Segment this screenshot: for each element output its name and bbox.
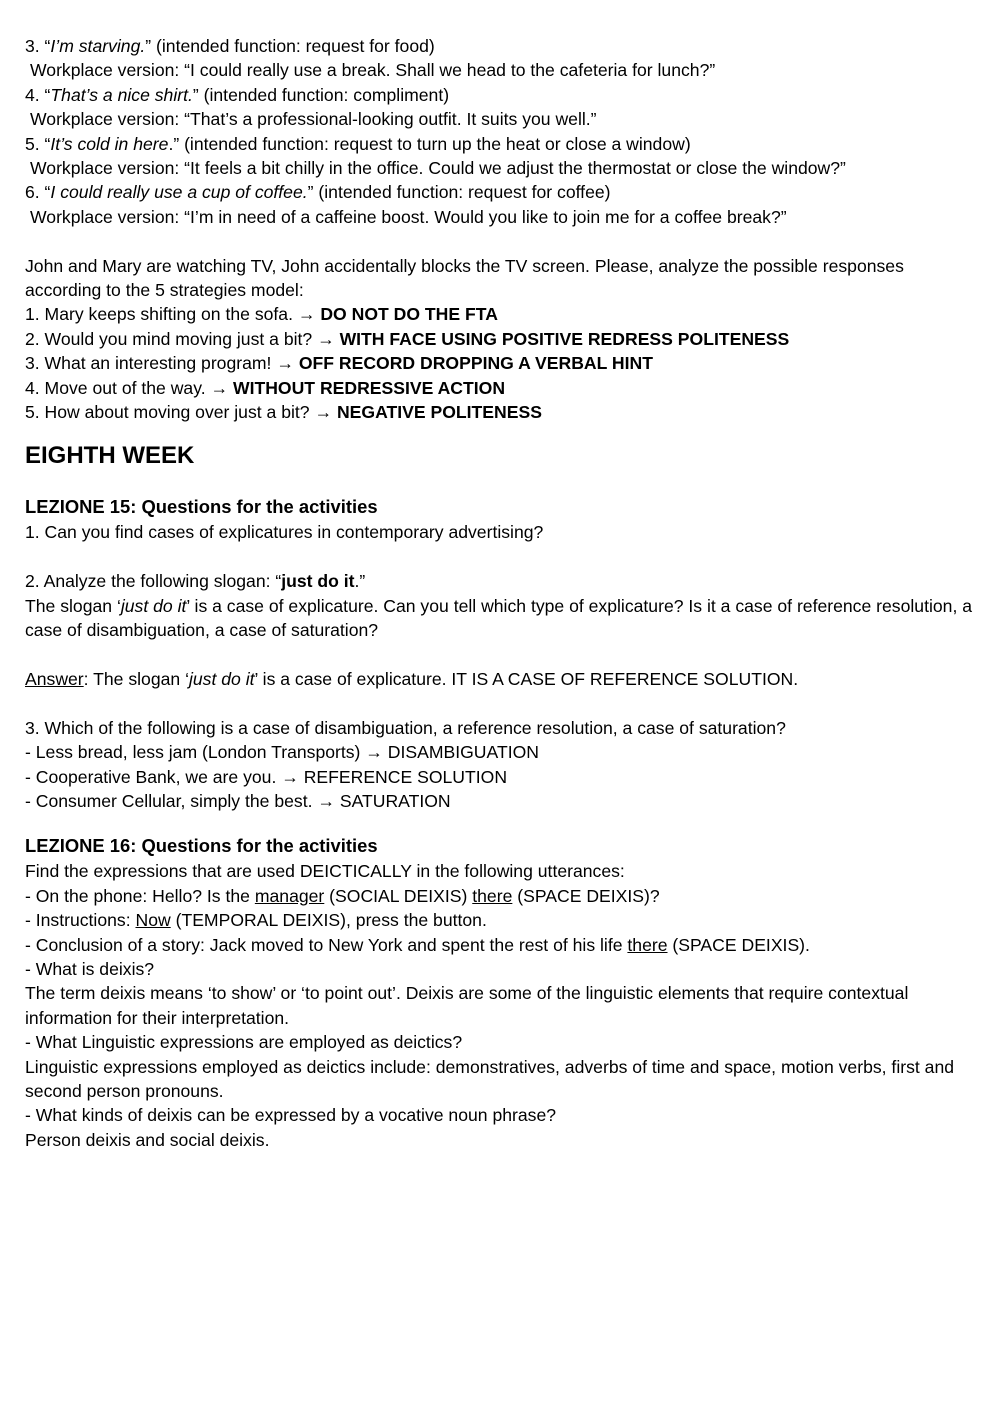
answer-text: The term deixis means ‘to show’ or ‘to point out’. Deixis are some of the linguistic elements that require contextual information for their interpretation. (25, 983, 909, 1028)
question-3: 3. Which of the following is a case of disambiguation, a reference resolution, a case of saturation? (25, 717, 786, 738)
description-text: The slogan ‘ (25, 595, 121, 616)
question: - What Linguistic expressions are employed as deictics? (25, 1032, 463, 1053)
example-6 (25, 180, 975, 204)
question-2-description (25, 594, 975, 643)
example-3 (25, 34, 975, 58)
spacer (25, 545, 975, 569)
strategy-label: NEGATIVE POLITENESS (336, 402, 542, 423)
spacer (25, 691, 975, 715)
workplace-version: Workplace version: “That’s a professional-looking outfit. It suits you well.” (30, 109, 597, 130)
slogan: just do it (188, 668, 255, 689)
response-text: 5. How about moving over just a bit? → (25, 402, 337, 423)
example-quote: That’s a nice shirt. (50, 84, 193, 105)
question-text: .” (354, 571, 366, 592)
document-page (25, 34, 975, 1152)
spacer (25, 229, 975, 253)
spacer (25, 813, 975, 833)
item-text: (SPACE DEIXIS). (667, 934, 810, 955)
intended-function: (intended function: request for food) (151, 36, 435, 56)
response-text: 2. Would you mind moving just a bit? → (25, 328, 340, 349)
question: - What kinds of deixis can be expressed by a vocative noun phrase? (25, 1105, 557, 1126)
response-item (25, 327, 975, 351)
response-item (25, 351, 975, 375)
quote-close: ” (145, 36, 152, 56)
lezione-16-section (25, 833, 975, 1152)
example-number: 5. “ (25, 133, 51, 154)
question-1: 1. Can you find cases of explicatures in contemporary advertising? (25, 522, 544, 543)
item-text: (SPACE DEIXIS)? (512, 885, 660, 906)
item-text: - On the phone: Hello? Is the (25, 885, 255, 906)
item-text: (SOCIAL DEIXIS) (324, 885, 473, 906)
response-item (25, 400, 975, 424)
example-quote: I’m starving. (50, 36, 146, 56)
item-text: - Conclusion of a story: Jack moved to New York and spent the rest of his life (25, 934, 628, 955)
lezione-15-heading: LEZIONE 15: Questions for the activities (25, 496, 378, 518)
example-quote: It’s cold in here (50, 133, 169, 154)
deictic-expression: there (627, 934, 668, 955)
deictic-expression: Now (135, 910, 171, 931)
example-number: 6. “ (25, 182, 51, 203)
intended-function: (intended function: request to turn up the heat or close a window) (179, 133, 691, 154)
list-item (25, 884, 975, 908)
example-5 (25, 132, 975, 156)
john-mary-exercise (25, 254, 975, 425)
spacer (25, 643, 975, 667)
list-item: - Less bread, less jam (London Transports) → DISAMBIGUATION (25, 742, 539, 763)
response-item (25, 302, 975, 326)
example-number: 3. “ (25, 36, 51, 56)
workplace-version: Workplace version: “I’m in need of a caffeine boost. Would you like to join me for a coffee break?” (30, 206, 787, 227)
question-text: 2. Analyze the following slogan: “ (25, 571, 282, 592)
workplace-version: Workplace version: “It feels a bit chilly in the office. Could we adjust the thermostat or close the window?” (30, 158, 846, 179)
item-text: - Instructions: (25, 910, 136, 931)
question: - What is deixis? (25, 958, 155, 979)
answer-text: ’ is a case of explicature. IT IS A CASE OF REFERENCE SOLUTION. (254, 668, 799, 689)
intended-function: (intended function: request for coffee) (313, 182, 611, 203)
workplace-version: Workplace version: “I could really use a break. Shall we head to the cafeteria for lunch?” (30, 60, 716, 81)
deictic-expression: manager (254, 885, 325, 906)
deictic-expression: there (472, 885, 513, 906)
answer-text: : The slogan ‘ (83, 668, 189, 689)
answer-text: Linguistic expressions employed as deictics include: demonstratives, adverbs of time and space, motion verbs, first and second person pronouns. (25, 1056, 955, 1101)
quote-close: ” (307, 182, 314, 203)
slogan: just do it (281, 571, 355, 592)
strategy-label: DO NOT DO THE FTA (320, 304, 498, 325)
answer (25, 667, 975, 691)
workplace-examples (25, 34, 975, 229)
response-text: 1. Mary keeps shifting on the sofa. → (25, 304, 321, 325)
lezione-15-section (25, 494, 975, 813)
response-text: 4. Move out of the way. → (25, 377, 233, 398)
intended-function: (intended function: compliment) (198, 84, 450, 105)
description-text: ’ is a case of explicature. Can you tell which type of explicature? Is it a case of reference resolution, a case of disambiguation, a case of saturation? (25, 595, 973, 641)
strategy-label: WITH FACE USING POSITIVE REDRESS POLITENESS (339, 328, 790, 349)
lezione-16-heading: LEZIONE 16: Questions for the activities (25, 835, 378, 857)
item-text: (TEMPORAL DEIXIS), press the button. (170, 910, 487, 931)
strategy-label: OFF RECORD DROPPING A VERBAL HINT (298, 353, 653, 374)
answer-label: Answer (25, 668, 84, 689)
strategy-label: WITHOUT REDRESSIVE ACTION (232, 377, 506, 398)
list-item (25, 933, 975, 957)
example-4 (25, 83, 975, 107)
quote-close: .” (168, 133, 180, 154)
list-item (25, 908, 975, 932)
list-item: - Consumer Cellular, simply the best. → SATURATION (25, 790, 451, 811)
example-number: 4. “ (25, 84, 51, 105)
quote-close: ” (192, 84, 199, 105)
question-2 (25, 569, 975, 593)
response-text: 3. What an interesting program! → (25, 353, 299, 374)
section-intro: Find the expressions that are used DEICTICALLY in the following utterances: (25, 861, 625, 882)
exercise-intro: John and Mary are watching TV, John accidentally blocks the TV screen. Please, analyze the possible responses according to the 5 strategies model: (25, 255, 904, 301)
slogan: just do it (120, 595, 187, 616)
week-heading: EIGHTH WEEK (25, 442, 195, 470)
response-item (25, 376, 975, 400)
example-quote: I could really use a cup of coffee. (50, 182, 308, 203)
list-item: - Cooperative Bank, we are you. → REFERENCE SOLUTION (25, 766, 508, 787)
answer-text: Person deixis and social deixis. (25, 1129, 270, 1150)
